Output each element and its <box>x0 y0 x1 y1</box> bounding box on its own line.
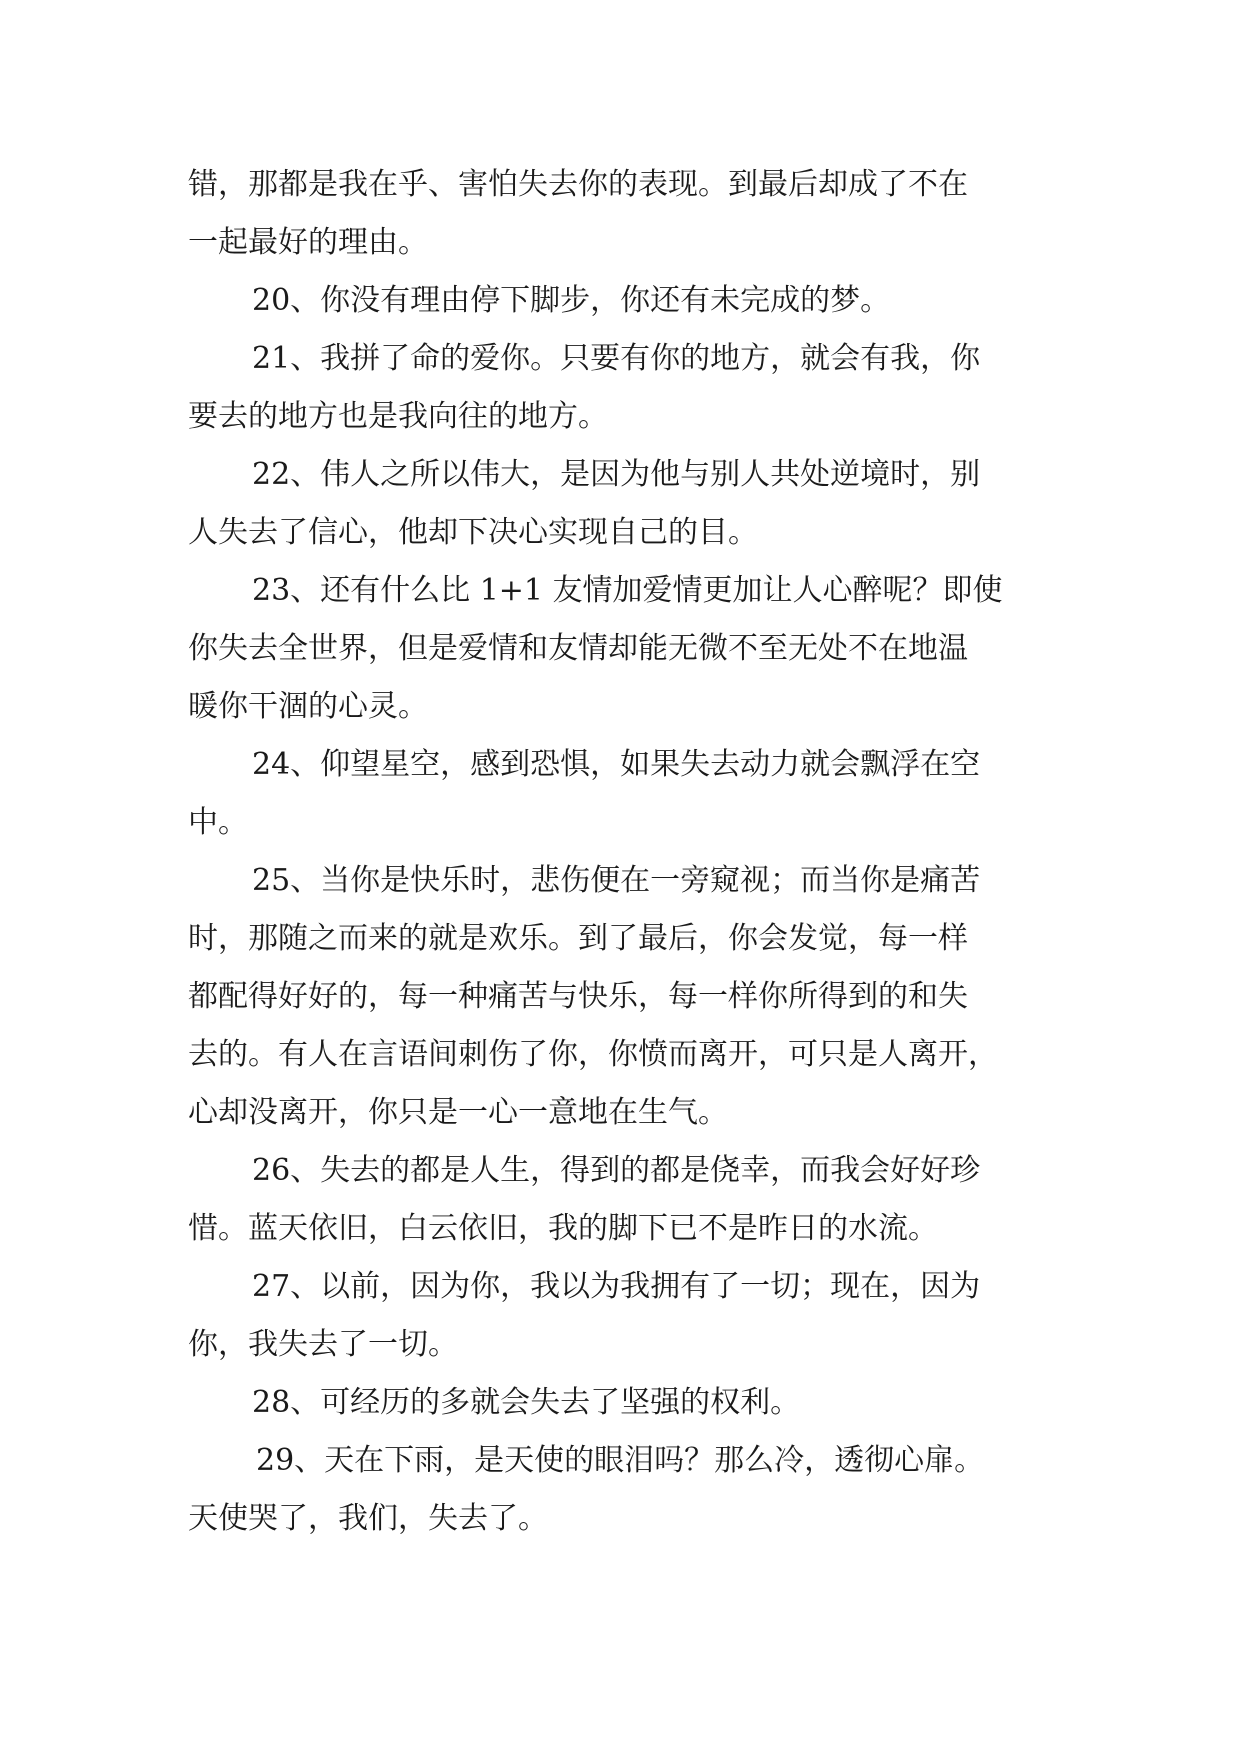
text-line: 25、当你是快乐时，悲伤便在一旁窥视；而当你是痛苦 <box>252 863 981 898</box>
text-line: 天使哭了，我们，失去了。 <box>188 1501 548 1536</box>
text-line: 都配得好好的，每一种痛苦与快乐，每一样你所得到的和失 <box>188 979 968 1014</box>
text-line: 错，那都是我在乎、害怕失去你的表现。到最后却成了不在 <box>188 167 968 202</box>
text-line: 22、伟人之所以伟大，是因为他与别人共处逆境时，别 <box>252 457 981 492</box>
text-line: 中。 <box>188 805 248 840</box>
text-line: 28、可经历的多就会失去了坚强的权利。 <box>252 1385 801 1420</box>
text-line: 惜。蓝天依旧，白云依旧，我的脚下已不是昨日的水流。 <box>188 1211 938 1246</box>
text-line: 暖你干涸的心灵。 <box>188 689 428 724</box>
text-line: 20、你没有理由停下脚步，你还有未完成的梦。 <box>252 283 891 318</box>
text-line: 26、失去的都是人生，得到的都是侥幸，而我会好好珍 <box>252 1153 981 1188</box>
text-line: 时，那随之而来的就是欢乐。到了最后，你会发觉，每一样 <box>188 921 968 956</box>
text-line: 24、仰望星空，感到恐惧，如果失去动力就会飘浮在空 <box>252 747 981 782</box>
text-line: 27、以前，因为你，我以为我拥有了一切；现在，因为 <box>252 1269 981 1304</box>
text-line: 去的。有人在言语间刺伤了你，你愤而离开，可只是人离开， <box>188 1037 998 1072</box>
text-line: 一起最好的理由。 <box>188 225 428 260</box>
text-line: 人失去了信心，他却下决心实现自己的目。 <box>188 515 758 550</box>
text-line: 要去的地方也是我向往的地方。 <box>188 399 608 434</box>
text-line: 23、还有什么比 1+1 友情加爱情更加让人心醉呢？即使 <box>252 573 1003 608</box>
text-line: 你，我失去了一切。 <box>188 1327 458 1362</box>
text-line: 你失去全世界，但是爱情和友情却能无微不至无处不在地温 <box>188 631 968 666</box>
text-line: 29、天在下雨，是天使的眼泪吗？那么冷，透彻心扉。 <box>256 1443 985 1478</box>
text-line: 21、我拼了命的爱你。只要有你的地方，就会有我，你 <box>252 341 981 376</box>
text-line: 心却没离开，你只是一心一意地在生气。 <box>188 1095 728 1130</box>
